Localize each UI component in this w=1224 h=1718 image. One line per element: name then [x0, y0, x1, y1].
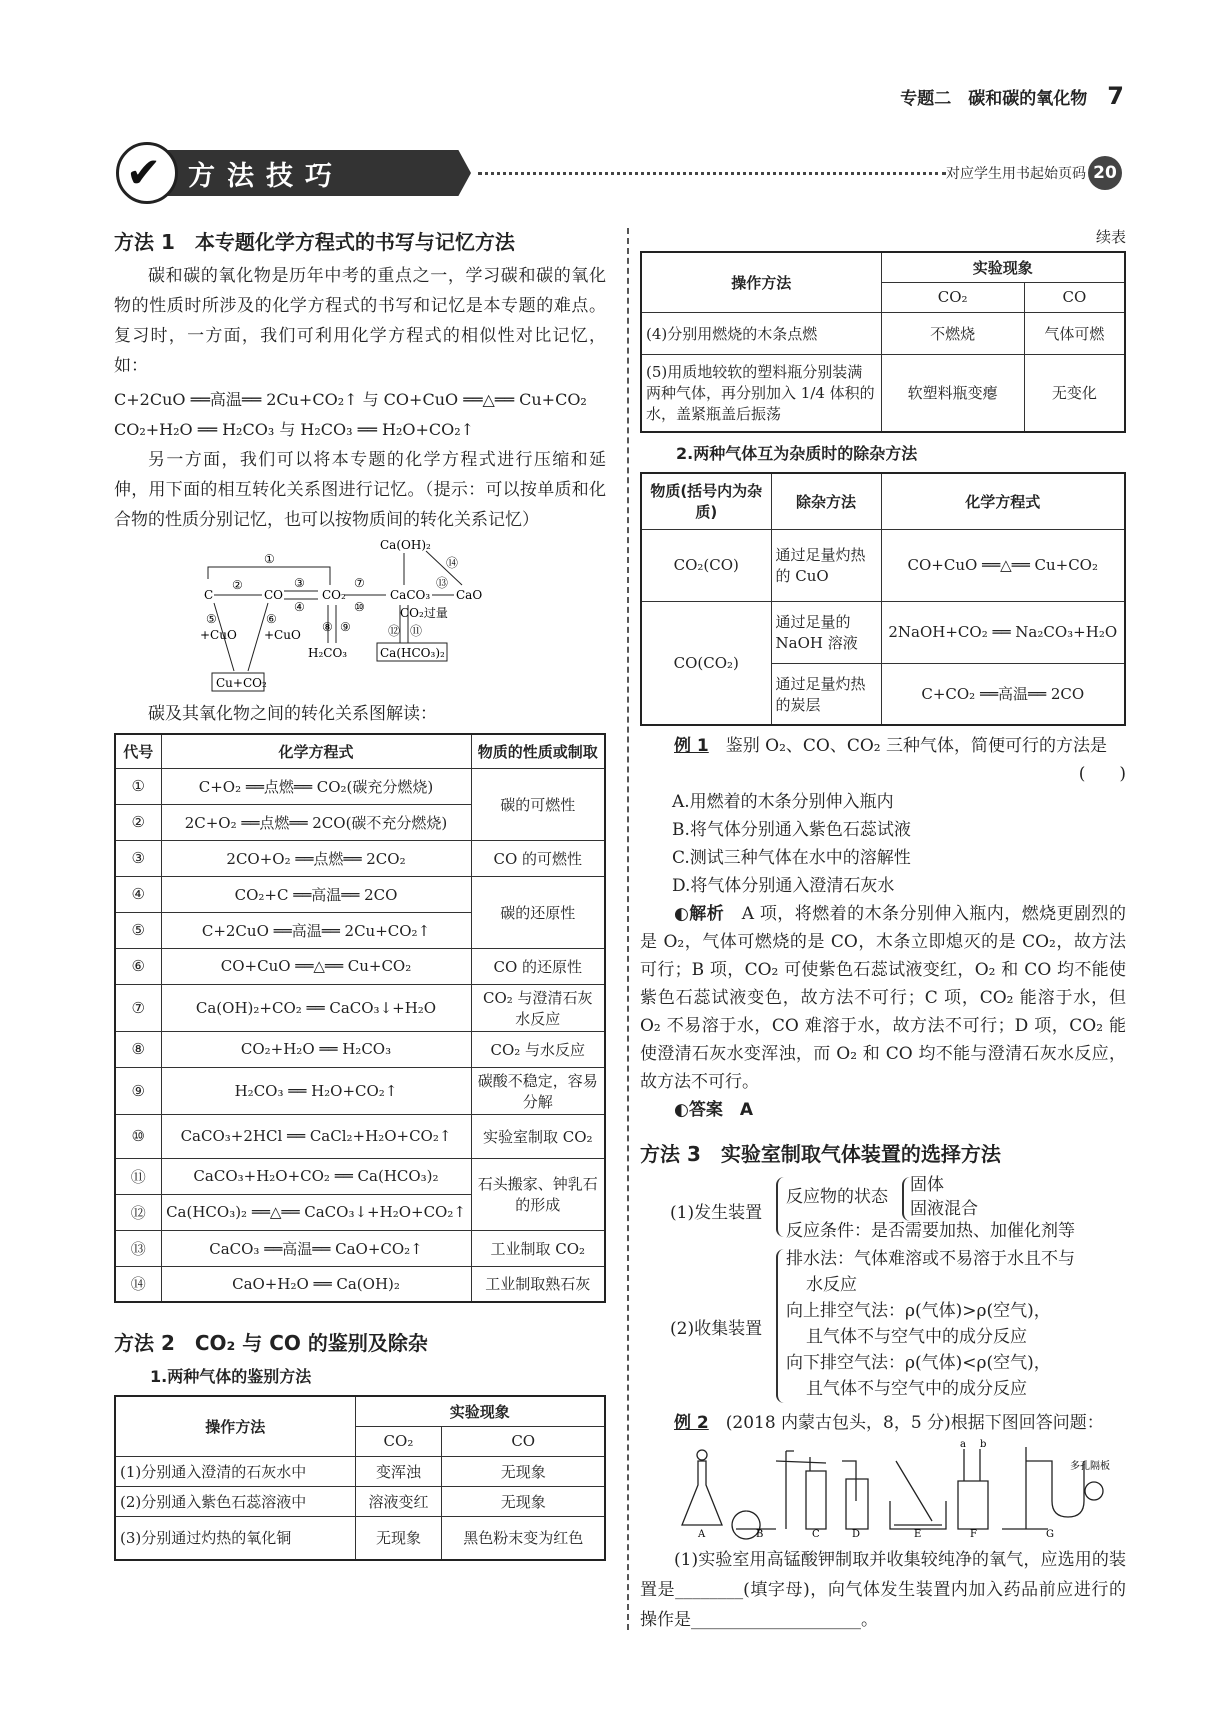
label-co2-excess: CO₂过量 — [400, 606, 448, 620]
fig-label-plate: 多孔隔板 — [1070, 1461, 1110, 1472]
ref-text: 对应学生用书起始页码 — [946, 166, 1086, 182]
method1-row — [115, 1114, 605, 1158]
chapter-title: 专题二 碳和碳的氧化物 — [900, 89, 1088, 109]
node-CaCO3: CaCO₃ — [390, 588, 431, 602]
node-CaO: CaO — [456, 588, 483, 602]
row-equation: Ca(HCO₃)₂ ══△══ CaCO₃↓+H₂O+CO₂↑ — [161, 1194, 471, 1230]
node-CuCO2: Cu+CO₂ — [216, 676, 267, 690]
row-code: ① — [115, 768, 161, 804]
label-cuo-left: +CuO — [200, 628, 237, 642]
num-2: ② — [232, 578, 243, 592]
section-banner — [116, 142, 1122, 204]
method1-row — [115, 1266, 605, 1302]
up-air-2: 且气体不与空气中的成分反应 — [806, 1327, 1027, 1347]
th-co2-2: CO₂ — [881, 282, 1024, 312]
th-co-2: CO — [1024, 282, 1125, 312]
num-14: ⑭ — [446, 556, 459, 570]
fig-label-a: a — [960, 1439, 966, 1450]
brace — [776, 1177, 784, 1237]
method1-row — [115, 840, 605, 876]
row-equation: C+O₂ ══点燃══ CO₂(碳充分燃烧) — [161, 768, 471, 804]
id-co: 气体可燃 — [1024, 312, 1125, 354]
num-10: ⑩ — [354, 600, 365, 614]
running-header — [900, 82, 1124, 110]
method1-row — [115, 1031, 605, 1067]
row-code: ⑦ — [115, 984, 161, 1031]
method2-title: 方法 2 CO₂ 与 CO 的鉴别及除杂 — [114, 1331, 428, 1355]
purify-r2-method: 通过足量的 NaOH 溶液 — [771, 601, 881, 663]
id-op: (2)分别通入紫色石蕊溶液中 — [115, 1486, 355, 1516]
th-phenomenon-2: 实验现象 — [881, 252, 1125, 282]
id-co2: 不燃烧 — [881, 312, 1024, 354]
label-cuo-right: +CuO — [264, 628, 301, 642]
method1-row — [115, 1158, 605, 1194]
id-co: 无现象 — [442, 1486, 605, 1516]
example1-label: 例 1 — [674, 736, 709, 756]
id-co2: 溶液变红 — [355, 1486, 442, 1516]
identify-row — [115, 1486, 605, 1516]
check-icon: ✔ — [126, 148, 162, 197]
row-code: ⑬ — [115, 1230, 161, 1266]
collect-label: (2)收集装置 — [670, 1319, 763, 1339]
id-op: (5)用质地较软的塑料瓶分别装满两种气体，再分别加入 1/4 体积的水，盖紧瓶盖后振荡 — [641, 354, 881, 432]
row-code: ⑤ — [115, 912, 161, 948]
apparatus-figure — [676, 1439, 1126, 1540]
left-column — [114, 226, 606, 1561]
method1-table — [114, 733, 606, 1303]
condition-label: 反应条件：是否需要加热、加催化剂等 — [786, 1221, 1075, 1241]
row-property: 碳酸不稳定，容易分解 — [471, 1067, 605, 1114]
id-co: 黑色粉末变为红色 — [442, 1516, 605, 1560]
solid-label: 固体 — [910, 1175, 944, 1195]
id-op: (4)分别用燃烧的木条点燃 — [641, 312, 881, 354]
row-property: CO₂ 与水反应 — [471, 1031, 605, 1067]
node-CaOH2: Ca(OH)₂ — [380, 538, 431, 552]
method3-title: 方法 3 实验室制取气体装置的选择方法 — [640, 1142, 1001, 1166]
row-property: 碳的还原性 — [471, 876, 605, 948]
node-CO: CO — [264, 588, 284, 602]
banner-title: 方法技巧 — [188, 161, 344, 192]
row-property: CO 的还原性 — [471, 948, 605, 984]
row-code: ② — [115, 804, 161, 840]
dotted-leader — [478, 172, 946, 175]
purify-table — [640, 472, 1126, 726]
row-property: CO₂ 与澄清石灰水反应 — [471, 984, 605, 1031]
fig-label-C: C — [812, 1529, 820, 1540]
num-12: ⑫ — [388, 624, 401, 638]
num-4: ④ — [294, 600, 305, 614]
right-column — [640, 226, 1126, 1635]
row-property: 工业制取熟石灰 — [471, 1266, 605, 1302]
method1-row — [115, 1230, 605, 1266]
row-code: ④ — [115, 876, 161, 912]
th-eq: 化学方程式 — [881, 473, 1125, 529]
column-divider — [627, 228, 629, 1630]
purify-r2-eq: 2NaOH+CO₂ ══ Na₂CO₃+H₂O — [881, 601, 1125, 663]
row-equation: CaCO₃+2HCl ══ CaCl₂+H₂O+CO₂↑ — [161, 1114, 471, 1158]
row-code: ⑭ — [115, 1266, 161, 1302]
fig-label-A: A — [698, 1529, 706, 1540]
equation-1: C+2CuO ══高温══ 2Cu+CO₂↑ 与 CO+CuO ══△══ Cu+CO₂ — [114, 390, 587, 409]
fig-label-B: B — [756, 1529, 764, 1540]
identify-row — [641, 354, 1125, 432]
identify-row — [115, 1516, 605, 1560]
answer-value: A — [739, 1100, 754, 1120]
num-5: ⑤ — [206, 612, 217, 626]
th-equation: 化学方程式 — [161, 734, 471, 768]
fig-label-G: G — [1046, 1529, 1054, 1540]
num-9: ⑨ — [340, 620, 351, 634]
conversion-diagram — [200, 538, 504, 699]
solid-liquid-label: 固液混合 — [910, 1199, 978, 1219]
id-op: (1)分别通入澄清的石灰水中 — [115, 1456, 355, 1486]
row-property: 石头搬家、钟乳石的形成 — [471, 1158, 605, 1230]
method2-sub1: 1.两种气体的鉴别方法 — [150, 1367, 312, 1386]
th-code: 代号 — [115, 734, 161, 768]
ref-page-badge: 20 — [1088, 156, 1122, 190]
method1-row — [115, 948, 605, 984]
down-air-2: 且气体不与空气中的成分反应 — [806, 1379, 1027, 1399]
analysis-label: ◐解析 — [674, 904, 725, 924]
row-code: ⑨ — [115, 1067, 161, 1114]
example1-options — [640, 788, 1126, 900]
row-code: ⑥ — [115, 948, 161, 984]
page-number: 7 — [1107, 82, 1124, 110]
example1-question: 鉴别 O₂、CO、CO₂ 三种气体，简便可行的方法是 — [725, 736, 1108, 756]
num-8: ⑧ — [322, 620, 333, 634]
method1-row — [115, 984, 605, 1031]
example2-q1: (1)实验室用高锰酸钾制取并收集较纯净的氧气，应选用的装置是________(填字母)，向气体发生装置内加入药品前应进行的操作是____________________。 — [640, 1550, 1126, 1630]
up-air-1: 向上排空气法：ρ(气体)>ρ(空气)， — [786, 1301, 1051, 1321]
num-6: ⑥ — [266, 612, 277, 626]
row-code: ③ — [115, 840, 161, 876]
method1-row — [115, 768, 605, 804]
row-equation: CO₂+H₂O ══ H₂CO₃ — [161, 1031, 471, 1067]
method1-row — [115, 876, 605, 912]
example2-question: (2018 内蒙古包头，8，5 分)根据下图回答问题： — [725, 1413, 1104, 1433]
water-method-2: 水反应 — [806, 1275, 857, 1295]
purify-r2-sub: CO(CO₂) — [641, 601, 771, 725]
row-equation: 2CO+O₂ ══点燃══ 2CO₂ — [161, 840, 471, 876]
identify-table-cont — [640, 251, 1126, 433]
node-CaHCO3: Ca(HCO₃)₂ — [380, 646, 445, 660]
th-co: CO — [442, 1426, 605, 1456]
answer-label: ◐答案 — [674, 1100, 723, 1120]
option-item: D.将气体分别通入澄清石灰水 — [672, 876, 895, 896]
method1-row — [115, 1067, 605, 1114]
method1-table-body — [115, 768, 605, 1302]
purify-r1-eq: CO+CuO ══△══ Cu+CO₂ — [881, 529, 1125, 601]
row-equation: CaCO₃+H₂O+CO₂ ══ Ca(HCO₃)₂ — [161, 1158, 471, 1194]
equation-2: CO₂+H₂O ══ H₂CO₃ 与 H₂CO₃ ══ H₂O+CO₂↑ — [114, 420, 475, 439]
identify-table-cont-body — [641, 312, 1125, 432]
id-co2: 无现象 — [355, 1516, 442, 1560]
id-co2: 变浑浊 — [355, 1456, 442, 1486]
identify-row — [115, 1456, 605, 1486]
id-co: 无变化 — [1024, 354, 1125, 432]
node-C: C — [204, 588, 214, 602]
method1-para1: 碳和碳的氧化物是历年中考的重点之一，学习碳和碳的氧化物的性质时所涉及的化学方程式的书写和记忆是本专题的难点。复习时，一方面，我们可利用化学方程式的相似性对比记忆，如： — [114, 266, 606, 376]
row-property: 工业制取 CO₂ — [471, 1230, 605, 1266]
num-13: ⑬ — [436, 576, 449, 590]
th-op-2: 操作方法 — [641, 252, 881, 312]
method1-para2: 另一方面，我们可以将本专题的化学方程式进行压缩和延伸，用下面的相互转化关系图进行记忆。（提示：可以按单质和化合物的性质分别记忆，也可以按物质间的转化关系记忆） — [114, 450, 606, 530]
option-item: A.用燃着的木条分别伸入瓶内 — [672, 792, 894, 812]
diagram-caption: 碳及其氧化物之间的转化关系图解读： — [148, 704, 437, 724]
purify-r1-sub: CO₂(CO) — [641, 529, 771, 601]
num-7: ⑦ — [354, 576, 365, 590]
id-op: (3)分别通过灼热的氧化铜 — [115, 1516, 355, 1560]
identify-table-body — [115, 1456, 605, 1560]
down-air-1: 向下排空气法：ρ(气体)<ρ(空气)， — [786, 1353, 1051, 1373]
row-equation: CO+CuO ══△══ Cu+CO₂ — [161, 948, 471, 984]
num-3: ③ — [294, 576, 305, 590]
row-property: 实验室制取 CO₂ — [471, 1114, 605, 1158]
row-equation: CaCO₃ ══高温══ CaO+CO₂↑ — [161, 1230, 471, 1266]
identify-row — [641, 312, 1125, 354]
id-co: 无现象 — [442, 1456, 605, 1486]
th-substance: 物质(括号内为杂质) — [641, 473, 771, 529]
row-code: ⑧ — [115, 1031, 161, 1067]
method1-title: 方法 1 本专题化学方程式的书写与记忆方法 — [114, 230, 515, 254]
example2-label: 例 2 — [674, 1413, 709, 1433]
brace — [776, 1249, 784, 1403]
purify-r3-method: 通过足量灼热的炭层 — [771, 663, 881, 725]
row-equation: CO₂+C ══高温══ 2CO — [161, 876, 471, 912]
row-equation: C+2CuO ══高温══ 2Cu+CO₂↑ — [161, 912, 471, 948]
node-CO2: CO₂ — [322, 588, 346, 602]
node-H2CO3: H₂CO₃ — [308, 646, 348, 660]
th-property: 物质的性质或制取 — [471, 734, 605, 768]
identify-table — [114, 1395, 606, 1561]
fig-label-E: E — [914, 1529, 922, 1540]
purify-r3-eq: C+CO₂ ══高温══ 2CO — [881, 663, 1125, 725]
continued-label: 续表 — [1095, 228, 1126, 246]
id-co2: 软塑料瓶变瘪 — [881, 354, 1024, 432]
th-co2: CO₂ — [355, 1426, 442, 1456]
fig-label-b: b — [980, 1439, 987, 1450]
row-code: ⑫ — [115, 1194, 161, 1230]
fig-label-D: D — [852, 1529, 861, 1540]
row-property: 碳的可燃性 — [471, 768, 605, 840]
num-11: ⑪ — [410, 624, 423, 638]
row-property: CO 的可燃性 — [471, 840, 605, 876]
example1-paren: ( ) — [1078, 764, 1126, 784]
purify-r1-method: 通过足量灼热的 CuO — [771, 529, 881, 601]
state-label: 反应物的状态 — [786, 1187, 888, 1207]
row-code: ⑪ — [115, 1158, 161, 1194]
gen-label: (1)发生装置 — [670, 1203, 763, 1223]
num-1: ① — [264, 552, 275, 566]
option-item: B.将气体分别通入紫色石蕊试液 — [672, 820, 911, 840]
row-equation: H₂CO₃ ══ H₂O+CO₂↑ — [161, 1067, 471, 1114]
th-phenomenon: 实验现象 — [355, 1396, 605, 1426]
row-equation: 2C+O₂ ══点燃══ 2CO(碳不充分燃烧) — [161, 804, 471, 840]
water-method-1: 排水法：气体难溶或不易溶于水且不与 — [786, 1249, 1075, 1269]
row-equation: CaO+H₂O ══ Ca(OH)₂ — [161, 1266, 471, 1302]
fig-label-F: F — [970, 1529, 977, 1540]
apparatus-outline — [640, 1177, 1126, 1403]
analysis-text: A 项，将燃着的木条分别伸入瓶内，燃烧更剧烈的是 O₂，气体可燃烧的是 CO，木条立即熄灭的是 CO₂，故方法可行；B 项，CO₂ 可使紫色石蕊试液变红，O₂ 和 CO 均不能使紫色石蕊试液变色，故方法不可行；C 项，CO₂ 能溶于水，但 O₂ 不易溶于水，CO 难溶于水，故方法不可行；D 项，CO₂ 能使澄清石灰水变浑浊，而 O₂ 和 CO 均不能与澄清石灰水反应，故方法不可行。 — [640, 904, 1127, 1092]
th-op: 操作方法 — [115, 1396, 355, 1456]
th-method: 除杂方法 — [771, 473, 881, 529]
row-code: ⑩ — [115, 1114, 161, 1158]
method2-sub2: 2.两种气体互为杂质时的除杂方法 — [676, 444, 918, 463]
row-equation: Ca(OH)₂+CO₂ ══ CaCO₃↓+H₂O — [161, 984, 471, 1031]
option-item: C.测试三种气体在水中的溶解性 — [672, 848, 911, 868]
brace — [902, 1177, 910, 1221]
